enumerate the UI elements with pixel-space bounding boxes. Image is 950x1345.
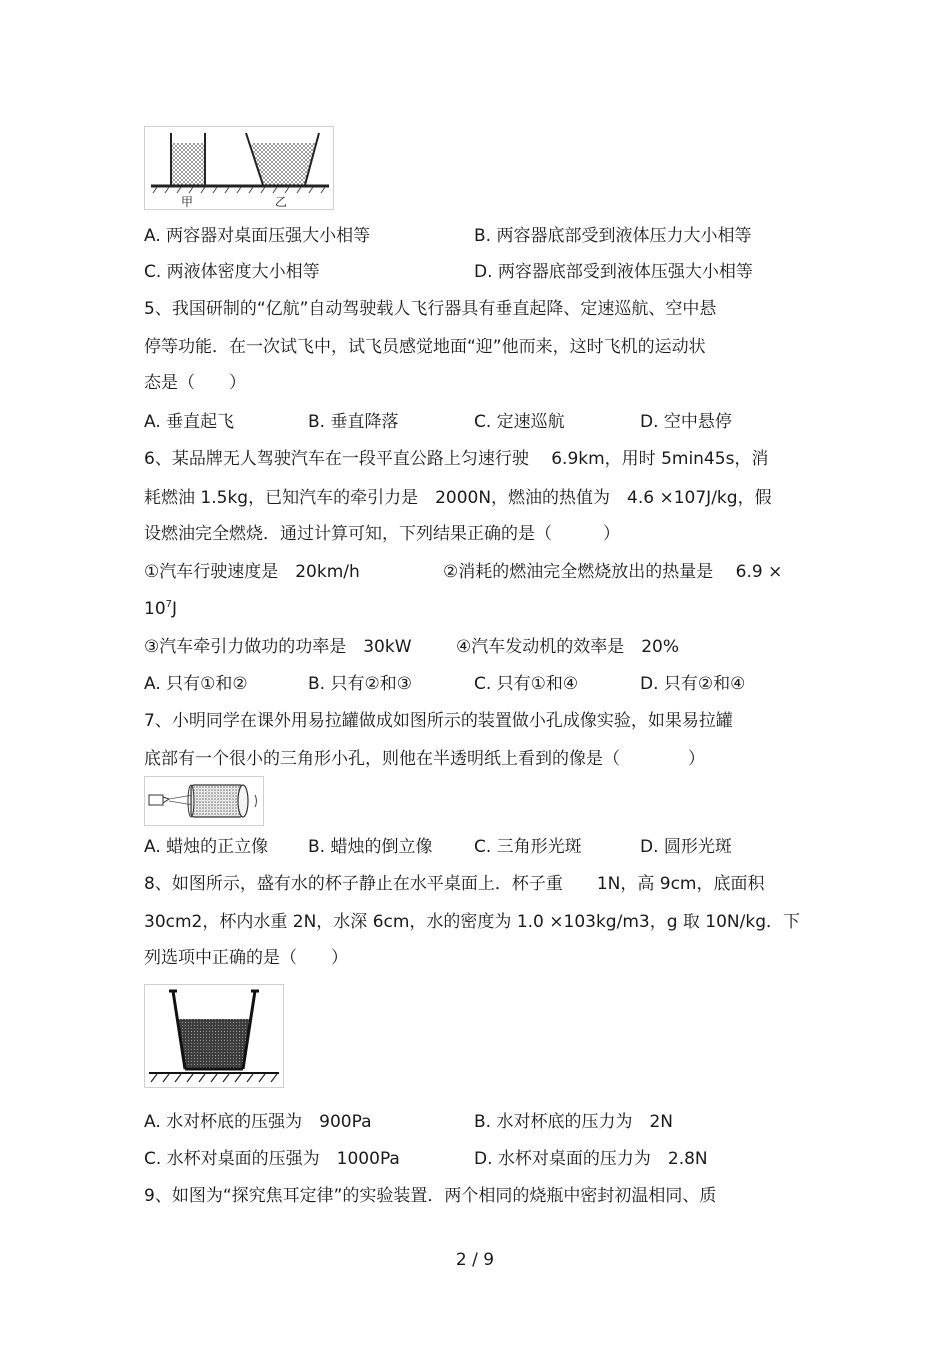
q6-item-1: ①汽车行驶速度是 20km/h: [144, 562, 360, 582]
q6-item-4: ④汽车发动机的效率是 20%: [456, 637, 680, 657]
q5-option-a: A. 垂直起飞: [144, 412, 235, 432]
q7-line-2: 底部有一个很小的三角形小孔，则他在半透明纸上看到的像是（ ）: [144, 749, 705, 769]
q6-item-2-continued: [144, 598, 177, 623]
q7-option-d: D. 圆形光斑: [640, 837, 732, 857]
q5-line-3: 态是（ ）: [144, 373, 246, 393]
q5-option-c: C. 定速巡航: [474, 412, 565, 432]
q4-option-b: B. 两容器底部受到液体压力大小相等: [474, 226, 752, 246]
q6-line-1: 6、某品牌无人驾驶汽车在一段平直公路上匀速行驶 6.9km，用时 5min45s，消: [144, 449, 769, 469]
q7-line-1: 7、小明同学在课外用易拉罐做成如图所示的装置做小孔成像实验，如果易拉罐: [144, 711, 733, 731]
q8-line-3: 列选项中正确的是（ ）: [144, 948, 348, 968]
containers-diagram: [145, 127, 333, 209]
containers-figure: [144, 126, 334, 210]
q6-option-b: B. 只有②和③: [308, 674, 412, 694]
q8-line-2: 30cm2，杯内水重 2N，水深 6cm，水的密度为 1.0 ×103kg/m3，g 取 10N/kg．下: [144, 912, 801, 932]
q4-option-a: A. 两容器对桌面压强大小相等: [144, 226, 371, 246]
q7-option-b: B. 蜡烛的倒立像: [308, 837, 433, 857]
q4-option-c: C. 两液体密度大小相等: [144, 262, 320, 282]
q7-option-c: C. 三角形光斑: [474, 837, 582, 857]
q6-option-c: C. 只有①和④: [474, 674, 579, 694]
q7-option-a: A. 蜡烛的正立像: [144, 837, 269, 857]
pinhole-can-figure: [144, 776, 264, 826]
q8-option-b: B. 水对杯底的压力为 2N: [474, 1112, 674, 1132]
cup-figure: [144, 984, 284, 1088]
q8-option-c: C. 水杯对桌面的压强为 1000Pa: [144, 1149, 400, 1169]
page-number: 2 / 9: [455, 1250, 495, 1270]
q6-line-2: 耗燃油 1.5kg，已知汽车的牵引力是 2000N，燃油的热值为 4.6 ×107J/kg，假: [144, 488, 772, 508]
label-jia: 甲: [181, 195, 194, 209]
q6-line-3: 设燃油完全燃烧．通过计算可知，下列结果正确的是（ ）: [144, 524, 620, 544]
label-yi: 乙: [275, 195, 288, 209]
q6-item-3: ③汽车牵引力做功的功率是 30kW: [144, 637, 412, 657]
pinhole-can-diagram: [145, 777, 263, 825]
q6-option-a: A. 只有①和②: [144, 674, 248, 694]
q6-item-2: ②消耗的燃油完全燃烧放出的热量是 6.9 ×: [443, 562, 783, 582]
q8-line-1: 8、如图所示，盛有水的杯子静止在水平桌面上．杯子重 1N，高 9cm，底面积: [144, 874, 765, 894]
q5-option-d: D. 空中悬停: [640, 412, 732, 432]
q4-option-d: D. 两容器底部受到液体压强大小相等: [474, 262, 753, 282]
q6-item-2-unit: J: [172, 599, 178, 619]
q5-line-1: 5、我国研制的“亿航”自动驾驶载人飞行器具有垂直起降、定速巡航、空中悬: [144, 299, 717, 319]
q6-option-d: D. 只有②和④: [640, 674, 746, 694]
q8-option-a: A. 水对杯底的压强为 900Pa: [144, 1112, 372, 1132]
q5-option-b: B. 垂直降落: [308, 412, 399, 432]
q8-option-d: D. 水杯对桌面的压力为 2.8N: [474, 1149, 708, 1169]
q6-item-2-exponent: 7: [165, 599, 173, 610]
cup-diagram: [145, 985, 283, 1087]
q9-line-1: 9、如图为“探究焦耳定律”的实验装置．两个相同的烧瓶中密封初温相同、质: [144, 1186, 717, 1206]
q5-line-2: 停等功能．在一次试飞中，试飞员感觉地面“迎”他而来，这时飞机的运动状: [144, 337, 706, 357]
q6-item-2-base: 10: [144, 599, 166, 619]
